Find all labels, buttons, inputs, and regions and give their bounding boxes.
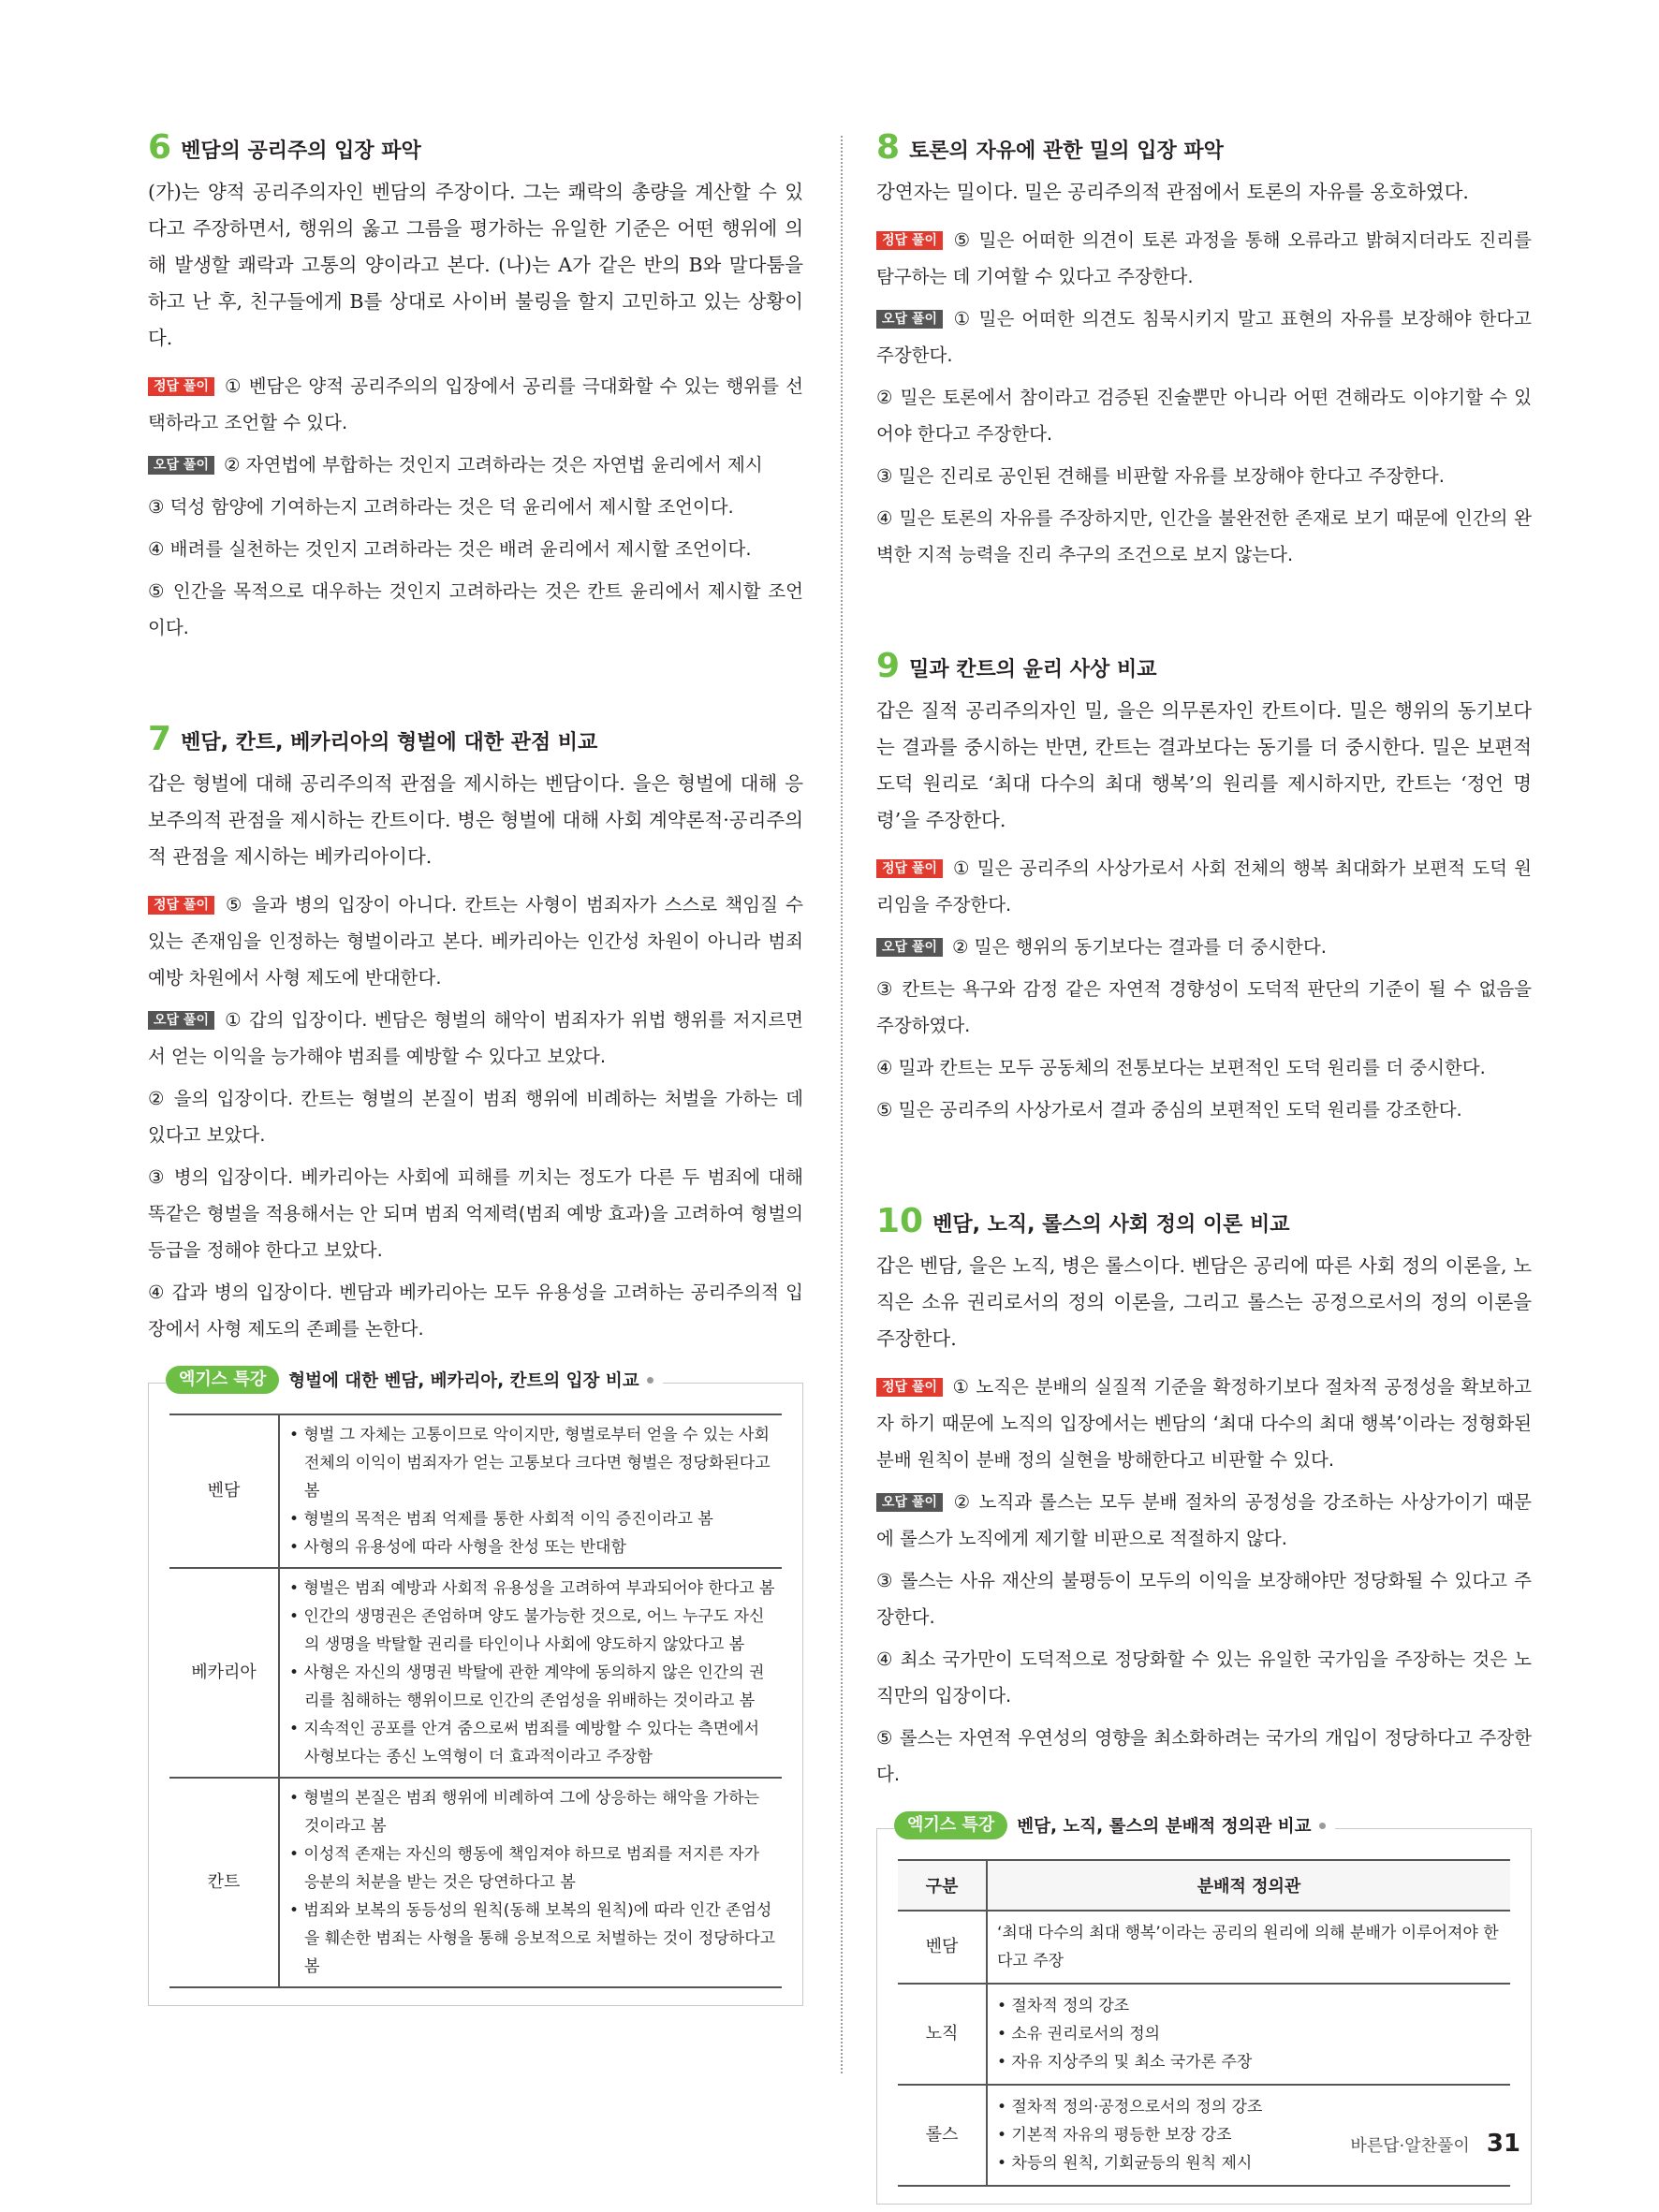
- section-number: 6: [148, 128, 172, 167]
- section-title: [876, 1202, 1532, 1240]
- list-item: • 절차적 정의·공정으로서의 정의 강조: [997, 2098, 1263, 2117]
- list-item: • 지속적인 공포를 안겨 줌으로써 범죄를 예방할 수 있다는 측면에서 사형보다는 종신 노역형이 더 효과적이라고 주장함: [289, 1720, 760, 1766]
- box-tag: 엑기스 특강: [894, 1811, 1007, 1839]
- row-label: 칸트: [169, 1778, 279, 1987]
- table-row: [169, 1414, 782, 1568]
- section-number: 7: [148, 720, 172, 758]
- list-item: • 소유 권리로서의 정의: [997, 2025, 1161, 2044]
- list-item: • 형벌의 본질은 범죄 행위에 비례하여 그에 상응하는 해악을 가하는 것이라고 봄: [289, 1789, 760, 1836]
- section-heading: 벤담의 공리주의 입장 파악: [181, 139, 421, 163]
- wrong-text: ② 밀은 행위의 동기보다는 결과를 더 중시한다.: [951, 936, 1327, 958]
- section-number: 8: [876, 128, 901, 167]
- section-heading: 벤담, 노직, 롤스의 사회 정의 이론 비교: [932, 1213, 1290, 1237]
- box-title: 벤담, 노직, 롤스의 분배적 정의관 비교: [1017, 1817, 1312, 1837]
- wrong-answer: ③ 덕성 함양에 기여하는지 고려하라는 것은 덕 윤리에서 제시할 조언이다.: [148, 496, 734, 518]
- section-title: [876, 128, 1532, 167]
- list-item: ‘최대 다수의 최대 행복’이라는 공리의 원리에 의해 분배가 이루어져야 한다고 주장: [997, 1924, 1499, 1970]
- correct-text: ① 노직은 분배의 실질적 기준을 확정하기보다 절차적 공정성을 확보하고자 하기 때문에 노직의 입장에서는 벤담의 ‘최대 다수의 최대 행복’이라는 정형화된 분배 원칙이 분배 정의 실현을 방해한다고 비판할 수 있다.: [876, 1376, 1532, 1471]
- row-content: [279, 1778, 782, 1987]
- correct-badge: 정답 풀이: [148, 377, 214, 396]
- wrong-badge: 오답 풀이: [148, 456, 214, 475]
- list-item: • 자유 지상주의 및 최소 국가론 주장: [997, 2053, 1253, 2072]
- bullet-dot-icon: [1319, 1823, 1326, 1829]
- right-column: [876, 128, 1532, 2205]
- wrong-answer: ② 을의 입장이다. 칸트는 형벌의 본질이 범죄 행위에 비례하는 처벌을 가하는 데 있다고 보았다.: [148, 1088, 803, 1146]
- list-item: • 형벌은 범죄 예방과 사회적 유용성을 고려하여 부과되어야 한다고 봄: [289, 1579, 775, 1598]
- wrong-text: ① 갑의 입장이다. 벤담은 형벌의 해악이 범죄자가 위법 행위를 저지르면서 얻는 이익을 능가해야 범죄를 예방할 수 있다고 보았다.: [148, 1009, 803, 1067]
- wrong-answer: ③ 병의 입장이다. 베카리아는 사회에 피해를 끼치는 정도가 다른 두 범죄에 대해 똑같은 형벌을 적용해서는 안 되며 범죄 억제력(범죄 예방 효과)을 고려하여 형벌의 등급을 정해야 한다고 보았다.: [148, 1166, 803, 1261]
- list-item: • 기본적 자유의 평등한 보장 강조: [997, 2126, 1232, 2145]
- wrong-answer: ⑤ 밀은 공리주의 사상가로서 결과 중심의 보편적인 도덕 원리를 강조한다.: [876, 1099, 1462, 1121]
- box-header: [894, 1811, 1335, 1839]
- extract-lecture-box: [148, 1370, 803, 2006]
- column-header: 분배적 정의관: [987, 1860, 1510, 1911]
- list-item: • 형벌 그 자체는 고통이므로 악이지만, 형벌로부터 얻을 수 있는 사회 전체의 이익이 범죄자가 얻는 고통보다 크다면 형벌은 정당화된다고 봄: [289, 1426, 771, 1501]
- row-label: 롤스: [898, 2085, 987, 2186]
- wrong-answer: ③ 롤스는 사유 재산의 불평등이 모두의 이익을 보장해야만 정당화될 수 있다고 주장한다.: [876, 1570, 1532, 1628]
- table-row: [169, 1778, 782, 1987]
- wrong-answer: ④ 갑과 병의 입장이다. 벤담과 베카리아는 모두 유용성을 고려하는 공리주의적 입장에서 사형 제도의 존폐를 논한다.: [148, 1282, 803, 1340]
- list-item: • 차등의 원칙, 기회균등의 원칙 제시: [997, 2154, 1253, 2173]
- section-6: [148, 128, 803, 646]
- list-item: • 인간의 생명권은 존엄하며 양도 불가능한 것으로, 어느 누구도 자신의 생명을 박탈할 권리를 타인이나 사회에 양도하지 않았다고 봄: [289, 1607, 765, 1654]
- correct-answer: [148, 886, 803, 996]
- wrong-answer: ⑤ 롤스는 자연적 우연성의 영향을 최소화하려는 국가의 개입이 정당하다고 주장한다.: [876, 1727, 1532, 1785]
- list-item: • 사형의 유용성에 따라 사형을 찬성 또는 반대함: [289, 1538, 626, 1557]
- wrong-text: ② 노직과 롤스는 모두 분배 절차의 공정성을 강조하는 사상가이기 때문에 롤스가 노직에게 제기할 비판으로 적절하지 않다.: [876, 1491, 1532, 1549]
- section-intro: 갑은 벤담, 을은 노직, 병은 롤스이다. 벤담은 공리에 따른 사회 정의 이론을, 노직은 소유 권리로서의 정의 이론을, 그리고 롤스는 공정으로서의 정의 이론을 주장한다.: [876, 1254, 1532, 1350]
- row-content: [279, 1568, 782, 1778]
- table-row: [169, 1568, 782, 1778]
- section-title: [148, 720, 803, 758]
- section-intro: 갑은 질적 공리주의자인 밀, 을은 의무론자인 칸트이다. 밀은 행위의 동기보다는 결과를 중시하는 반면, 칸트는 결과보다는 동기를 더 중시한다. 밀은 보편적 도덕 원리로 ‘최대 다수의 최대 행복’의 원리를 제시하지만, 칸트는 ‘정언 명령’을 주장한다.: [876, 699, 1532, 831]
- page-footer: [1350, 2130, 1520, 2158]
- table-row: [898, 1911, 1510, 1984]
- wrong-answer: ③ 밀은 진리로 공인된 견해를 비판할 자유를 보장해야 한다고 주장한다.: [876, 465, 1445, 487]
- wrong-badge: 오답 풀이: [148, 1011, 214, 1030]
- section-7: [148, 720, 803, 2006]
- section-intro: 갑은 형벌에 대해 공리주의적 관점을 제시하는 벤담이다. 을은 형벌에 대해 응보주의적 관점을 제시하는 칸트이다. 병은 형벌에 대해 사회 계약론적·공리주의적 관점을 제시하는 베카리아이다.: [148, 772, 803, 868]
- row-label: 베카리아: [169, 1568, 279, 1778]
- wrong-answer: ⑤ 인간을 목적으로 대우하는 것인지 고려하라는 것은 칸트 윤리에서 제시할 조언이다.: [148, 580, 803, 638]
- wrong-text: ② 자연법에 부합하는 것인지 고려하라는 것은 자연법 윤리에서 제시: [223, 454, 763, 476]
- section-8: [876, 128, 1532, 573]
- list-item: • 범죄와 보복의 동등성의 원칙(동해 보복의 원칙)에 따라 인간 존엄성을 훼손한 범죄는 사형을 통해 응보적으로 처벌하는 것이 정당하다고 봄: [289, 1901, 776, 1976]
- correct-answer: [148, 368, 803, 441]
- row-content: [987, 1984, 1510, 2085]
- list-item: • 이성적 존재는 자신의 행동에 책임져야 하므로 범죄를 저지른 자가 응분의 처분을 받는 것은 당연하다고 봄: [289, 1845, 760, 1892]
- section-heading: 토론의 자유에 관한 밀의 입장 파악: [909, 139, 1224, 163]
- wrong-answer: [876, 929, 1532, 965]
- section-title: [876, 647, 1532, 685]
- wrong-answer: ④ 배려를 실천하는 것인지 고려하라는 것은 배려 윤리에서 제시할 조언이다.: [148, 538, 752, 560]
- box-title: 형벌에 대한 벤담, 베카리아, 칸트의 입장 비교: [288, 1371, 639, 1391]
- wrong-badge: 오답 풀이: [876, 1493, 943, 1512]
- section-intro: (가)는 양적 공리주의자인 벤담의 주장이다. 그는 쾌락의 총량을 계산할 수 있다고 주장하면서, 행위의 옳고 그름을 평가하는 유일한 기준은 어떤 행위에 의해 발생할 쾌락과 고통의 양이라고 본다. (나)는 A가 같은 반의 B와 말다툼을 하고 난 후, 친구들에게 B를 상대로 사이버 불링을 할지 고민하고 있는 상황이다.: [148, 181, 803, 349]
- column-header: 구분: [898, 1860, 987, 1911]
- wrong-answer: [148, 1002, 803, 1075]
- correct-text: ① 밀은 공리주의 사상가로서 사회 전체의 행복 최대화가 보편적 도덕 원리임을 주장한다.: [876, 857, 1532, 916]
- correct-answer: [876, 1369, 1532, 1478]
- wrong-badge: 오답 풀이: [876, 938, 943, 957]
- correct-badge: 정답 풀이: [876, 231, 943, 250]
- list-item: • 사형은 자신의 생명권 박탈에 관한 계약에 동의하지 않은 인간의 권리를 침해하는 행위이므로 인간의 존엄성을 위배하는 것이라고 봄: [289, 1663, 765, 1710]
- table-row: [898, 1984, 1510, 2085]
- correct-badge: 정답 풀이: [876, 1378, 943, 1397]
- section-10: [876, 1202, 1532, 2205]
- page-number: 31: [1486, 2130, 1520, 2158]
- left-column: [148, 128, 803, 2006]
- wrong-answer: ③ 칸트는 욕구와 감정 같은 자연적 경향성이 도덕적 판단의 기준이 될 수 없음을 주장하였다.: [876, 978, 1532, 1036]
- correct-text: ① 벤담은 양적 공리주의의 입장에서 공리를 극대화할 수 있는 행위를 선택하라고 조언할 수 있다.: [148, 375, 803, 433]
- row-label: 벤담: [169, 1414, 279, 1568]
- row-content: [987, 1911, 1510, 1984]
- wrong-answer: ④ 밀과 칸트는 모두 공동체의 전통보다는 보편적인 도덕 원리를 더 중시한다.: [876, 1057, 1486, 1078]
- wrong-answer: [876, 1484, 1532, 1557]
- wrong-answer: [876, 300, 1532, 374]
- box-header: [166, 1366, 663, 1394]
- section-heading: 밀과 칸트의 윤리 사상 비교: [909, 658, 1157, 681]
- wrong-text: ① 밀은 어떠한 의견도 침묵시키지 말고 표현의 자유를 보장해야 한다고 주장한다.: [876, 308, 1532, 366]
- section-heading: 벤담, 칸트, 베카리아의 형벌에 대한 관점 비교: [181, 731, 598, 754]
- row-label: 노직: [898, 1984, 987, 2085]
- wrong-answer: ② 밀은 토론에서 참이라고 검증된 진술뿐만 아니라 어떤 견해라도 이야기할 수 있어야 한다고 주장한다.: [876, 387, 1532, 445]
- row-content: [279, 1414, 782, 1568]
- section-title: [148, 128, 803, 167]
- section-number: 9: [876, 647, 901, 685]
- section-intro: 강연자는 밀이다. 밀은 공리주의적 관점에서 토론의 자유를 옹호하였다.: [876, 181, 1469, 203]
- footer-label: 바른답·알찬풀이: [1350, 2136, 1470, 2156]
- correct-text: ⑤ 을과 병의 입장이 아니다. 칸트는 사형이 범죄자가 스스로 책임질 수 있는 존재임을 인정하는 형벌이라고 본다. 베카리아는 인간성 차원이 아니라 범죄 예방 차원에서 사형 제도에 반대한다.: [148, 894, 803, 989]
- section-9: [876, 647, 1532, 1128]
- row-label: 벤담: [898, 1911, 987, 1984]
- correct-badge: 정답 풀이: [876, 859, 943, 878]
- box-tag: 엑기스 특강: [166, 1366, 279, 1394]
- table-header-row: [898, 1860, 1510, 1911]
- section-number: 10: [876, 1202, 924, 1240]
- correct-badge: 정답 풀이: [148, 896, 214, 915]
- column-divider: [841, 136, 843, 2073]
- wrong-answer: ④ 최소 국가만이 도덕적으로 정당화할 수 있는 유일한 국가임을 주장하는 것은 노직만의 입장이다.: [876, 1648, 1532, 1707]
- wrong-answer: [148, 447, 803, 483]
- bullet-dot-icon: [647, 1377, 653, 1384]
- list-item: • 형벌의 목적은 범죄 억제를 통한 사회적 이익 증진이라고 봄: [289, 1510, 713, 1529]
- correct-answer: [876, 850, 1532, 923]
- correct-answer: [876, 222, 1532, 295]
- wrong-badge: 오답 풀이: [876, 310, 943, 329]
- list-item: • 절차적 정의 강조: [997, 1997, 1130, 2015]
- comparison-table: [169, 1414, 782, 1988]
- wrong-answer: ④ 밀은 토론의 자유를 주장하지만, 인간을 불완전한 존재로 보기 때문에 인간의 완벽한 지적 능력을 진리 추구의 조건으로 보지 않는다.: [876, 507, 1532, 565]
- correct-text: ⑤ 밀은 어떠한 의견이 토론 과정을 통해 오류라고 밝혀지더라도 진리를 탐구하는 데 기여할 수 있다고 주장한다.: [876, 229, 1532, 287]
